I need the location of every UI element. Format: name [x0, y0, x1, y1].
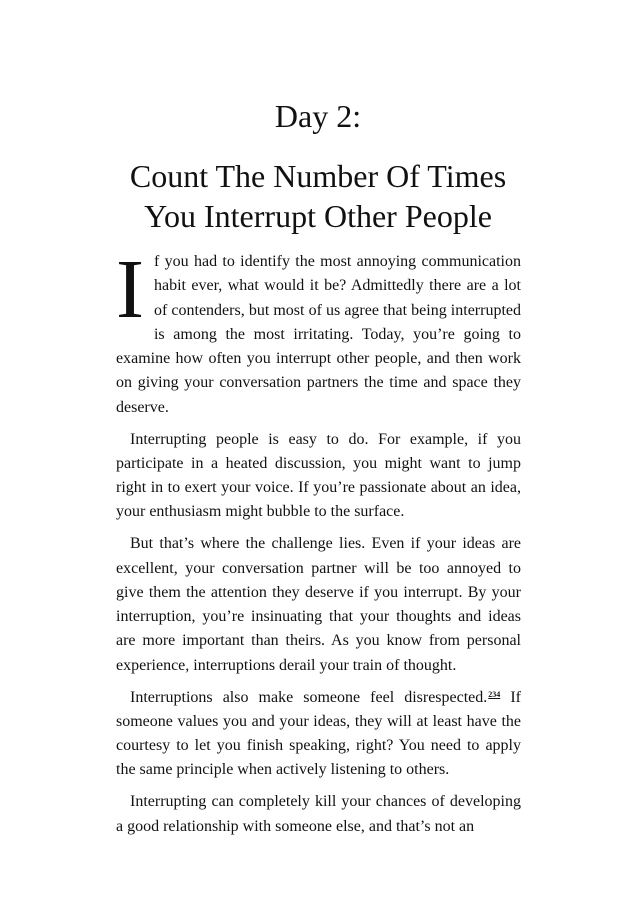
paragraph-4-text-after: If someone values you and your ideas, they will at least have the courtesy to let you finish speaking, right? You need to apply the same principle when actively listening to others. — [116, 688, 522, 779]
paragraph-5: Interrupting can completely kill your chances of developing a good relationship with someone else, and that’s not an — [116, 793, 521, 835]
chapter-title — [0, 156, 636, 236]
paragraph-3: But that’s where the challenge lies. Even if your ideas are excellent, your conversation partner will be too annoyed to give them the attention they deserve if you interrupt. By your interruption, you’re insinuating that your thoughts and ideas are more important than theirs. As you know from personal experience, interruptions derail your train of thought. — [116, 535, 521, 674]
endnote-reference[interactable]: 234 — [488, 689, 501, 699]
drop-cap: I — [116, 243, 144, 336]
paragraph-1 — [116, 243, 521, 420]
paragraph-4 — [116, 686, 521, 783]
paragraph-2: Interrupting people is easy to do. For example, if you participate in a heated discussion, you might want to jump right in to exert your voice. If you’re passionate about an idea, your enthusiasm might bubble to the surface. — [116, 430, 521, 521]
chapter-body — [116, 243, 522, 846]
paragraph-4-text-before: Interruptions also make someone feel disrespected. — [130, 688, 488, 706]
paragraph-1-text: f you had to identify the most annoying communication habit ever, what would it be? Admittedly there are a lot of contenders, but most of us agree that being interrupted is among the most irritating. Today, you’re going to examine how often you interrupt other people, and then work on giving your conversation partners the time and space they deserve. — [116, 253, 521, 416]
chapter-title-line-2: You Interrupt Other People — [144, 198, 492, 234]
chapter-day-heading: Day 2: — [274, 98, 362, 134]
chapter-title-line-1: Count The Number Of Times — [129, 158, 507, 194]
